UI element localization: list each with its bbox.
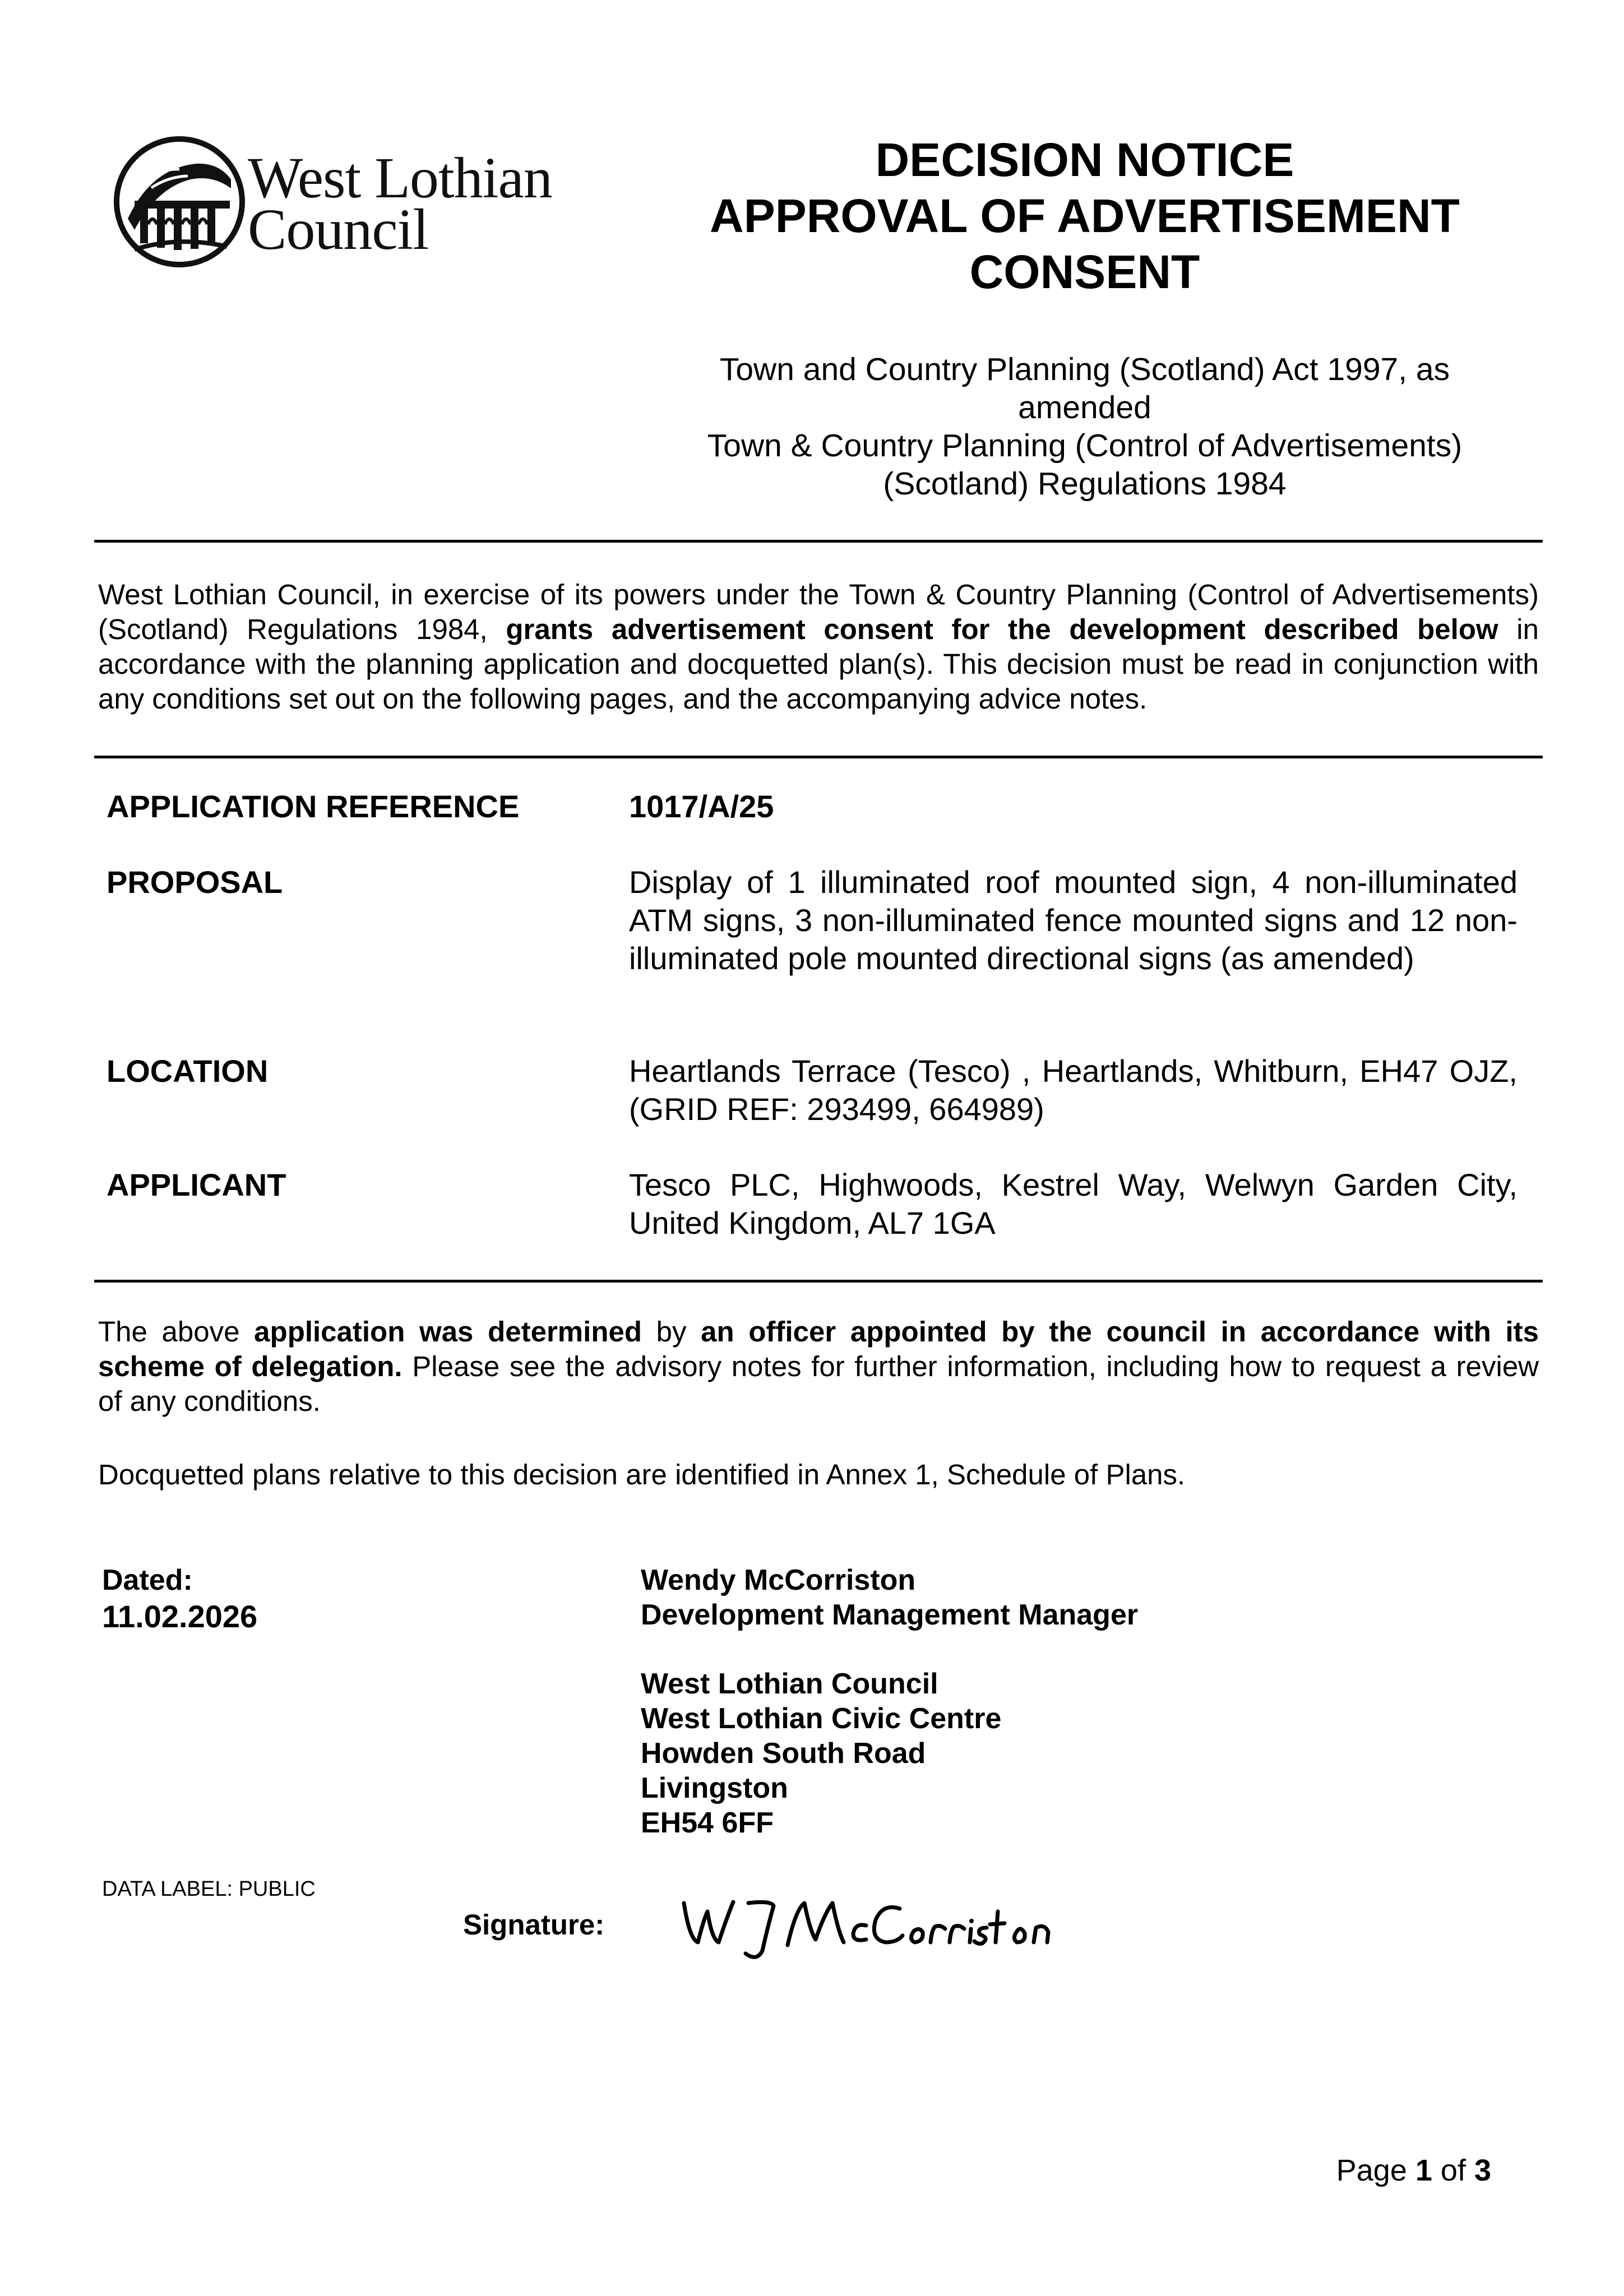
location-label: LOCATION bbox=[107, 1053, 269, 1089]
data-label: DATA LABEL: PUBLIC bbox=[102, 1877, 316, 1901]
address-line: West Lothian Council bbox=[641, 1668, 938, 1700]
page-number bbox=[1289, 2152, 1491, 2188]
address-line: West Lothian Civic Centre bbox=[641, 1702, 1002, 1735]
determination-bold-text: an officer appointed by the council in accordance with its scheme of delegation. bbox=[98, 1316, 1539, 1382]
page-of: of bbox=[1432, 2154, 1474, 2187]
dated-value: 11.02.2026 bbox=[102, 1599, 258, 1634]
plans-note: Docquetted plans relative to this decision are identified in Annex 1, Schedule of Plans. bbox=[98, 1459, 1186, 1490]
divider bbox=[94, 1280, 1543, 1283]
applicant-value: Tesco PLC, Highwoods, Kestrel Way, Welwyn Garden City, United Kingdom, AL7 1GA bbox=[629, 1167, 1517, 1240]
intro-paragraph bbox=[98, 577, 1539, 716]
divider bbox=[94, 756, 1543, 758]
signatory-name: Wendy McCorriston bbox=[641, 1564, 916, 1596]
proposal-label: PROPOSAL bbox=[107, 864, 283, 900]
title-line: DECISION NOTICE bbox=[875, 133, 1294, 186]
act-line: (Scotland) Regulations 1984 bbox=[883, 466, 1287, 502]
address-line: EH54 6FF bbox=[641, 1807, 774, 1839]
address-line: Howden South Road bbox=[641, 1737, 926, 1770]
total-pages: 3 bbox=[1474, 2154, 1491, 2187]
reference-label: APPLICATION REFERENCE bbox=[107, 789, 520, 824]
council-logo bbox=[112, 135, 605, 269]
determination-text: The above bbox=[98, 1316, 255, 1348]
intro-bold-text: grants advertisement consent for the development described below bbox=[506, 613, 1498, 645]
determination-text: Please see the advisory notes for further information, including how to request a review of any conditions. bbox=[98, 1350, 1539, 1417]
page-prefix: Page bbox=[1336, 2154, 1415, 2187]
title-line: APPROVAL OF ADVERTISEMENT bbox=[710, 189, 1460, 242]
address-line: Livingston bbox=[641, 1772, 788, 1804]
legislation-references bbox=[661, 350, 1508, 503]
notice-title bbox=[661, 132, 1508, 300]
title-line: CONSENT bbox=[969, 246, 1200, 298]
divider bbox=[94, 540, 1543, 543]
signatory-role: Development Management Manager bbox=[641, 1599, 1139, 1631]
dated-label: Dated: bbox=[102, 1564, 193, 1596]
logo-text-line2: Council bbox=[248, 197, 429, 262]
proposal-value: Display of 1 illuminated roof mounted sign, 4 non-illuminated ATM signs, 3 non-illuminated fence mounted signs and 12 non-illuminated pole mounted directional signs (as amended) bbox=[629, 864, 1517, 976]
handwritten-signature bbox=[673, 1886, 1076, 1965]
intro-text: West Lothian Council, in exercise of its powers under the Town & Country Planning (Control of Advertisements) (Scotland) Regulations 1984, bbox=[98, 578, 1539, 645]
act-line: Town and Country Planning (Scotland) Act 1997, as bbox=[719, 351, 1450, 387]
determination-paragraph bbox=[98, 1314, 1539, 1419]
location-value: Heartlands Terrace (Tesco) , Heartlands, Whitburn, EH47 OJZ, (GRID REF: 293499, 664989) bbox=[629, 1053, 1517, 1127]
determination-bold-text: application was determined bbox=[254, 1316, 642, 1348]
act-line: Town & Country Planning (Control of Advertisements) bbox=[707, 428, 1463, 464]
applicant-label: APPLICANT bbox=[107, 1167, 286, 1202]
act-line: amended bbox=[1018, 390, 1151, 425]
logo-text-line1: West Lothian bbox=[248, 146, 552, 210]
intro-text: in accordance with the planning application and docquetted plan(s). This decision must be read in conjunction with any conditions set out on the following pages, and the accompanying advice notes. bbox=[98, 613, 1539, 715]
determination-text: by bbox=[641, 1316, 701, 1348]
reference-value: 1017/A/25 bbox=[629, 789, 774, 824]
signature-label: Signature: bbox=[463, 1909, 605, 1941]
current-page: 1 bbox=[1415, 2154, 1432, 2187]
council-emblem-icon bbox=[112, 135, 247, 269]
